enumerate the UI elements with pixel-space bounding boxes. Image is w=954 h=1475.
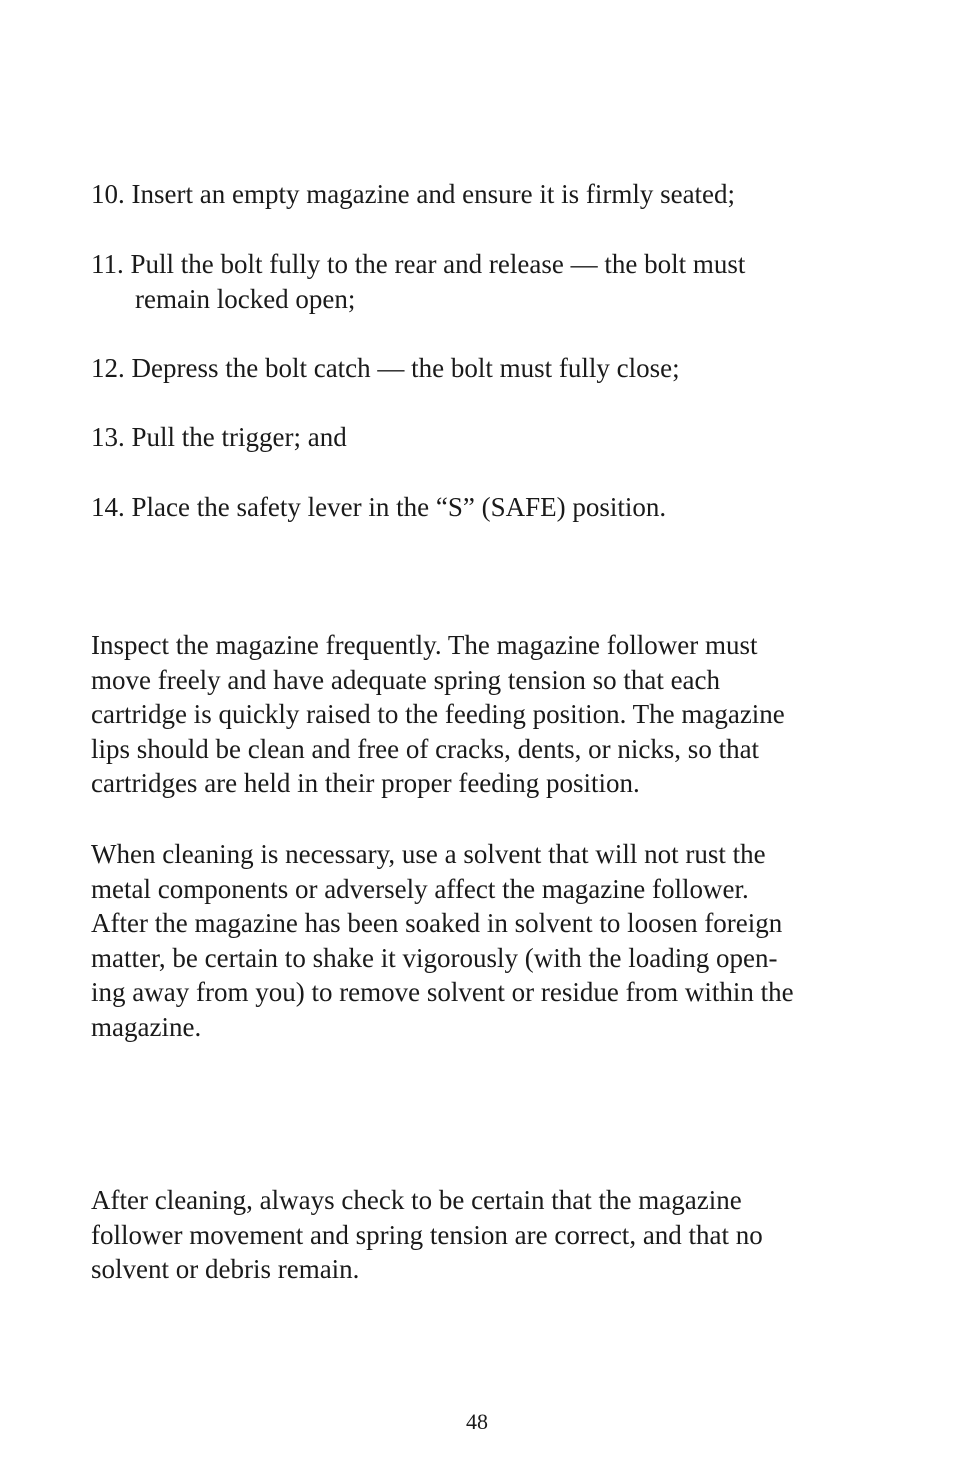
step-14-text: 14. Place the safety lever in the “S” (SAFE) position. — [91, 492, 667, 522]
paragraph-inspect-magazine — [91, 628, 881, 801]
paragraph-line: Inspect the magazine frequently. The magazine follower must — [91, 630, 758, 660]
step-12-text: 12. Depress the bolt catch — the bolt must fully close; — [91, 353, 680, 383]
paragraph-line: metal components or adversely affect the magazine follower. — [91, 873, 749, 904]
paragraph-line: cartridges are held in their proper feeding position. — [91, 768, 640, 799]
paragraph-line: solvent or debris remain. — [91, 1254, 360, 1285]
paragraph-line: When cleaning is necessary, use a solvent that will not rust the — [91, 839, 766, 869]
paragraph-after-cleaning — [91, 1183, 881, 1287]
step-12 — [91, 351, 680, 386]
step-11-text-line-2: remain locked open; — [135, 284, 356, 314]
paragraph-line: After the magazine has been soaked in solvent to loosen foreign — [91, 908, 783, 939]
paragraph-line: follower movement and spring tension are correct, and that no — [91, 1219, 763, 1250]
step-11-continuation — [135, 282, 355, 317]
step-11 — [91, 247, 745, 282]
paragraph-line: matter, be certain to shake it vigorously (with the loading open- — [91, 942, 778, 973]
paragraph-line: lips should be clean and free of cracks, dents, or nicks, so that — [91, 733, 760, 764]
paragraph-line: move freely and have adequate spring tension so that each — [91, 664, 721, 695]
paragraph-line: magazine. — [91, 1011, 202, 1042]
step-13 — [91, 420, 347, 455]
step-13-text: 13. Pull the trigger; and — [91, 422, 347, 452]
step-10-text: 10. Insert an empty magazine and ensure it is firmly seated; — [91, 179, 736, 209]
step-10 — [91, 177, 735, 212]
paragraph-line: ing away from you) to remove solvent or residue from within the — [91, 977, 794, 1008]
paragraph-cleaning-solvent — [91, 837, 881, 1045]
step-14 — [91, 490, 666, 525]
step-11-text-line-1: 11. Pull the bolt fully to the rear and release — the bolt must — [91, 249, 746, 279]
page-number: 48 — [466, 1409, 488, 1434]
paragraph-line: After cleaning, always check to be certain that the magazine — [91, 1185, 742, 1215]
paragraph-line: cartridge is quickly raised to the feeding position. The magazine — [91, 699, 785, 730]
